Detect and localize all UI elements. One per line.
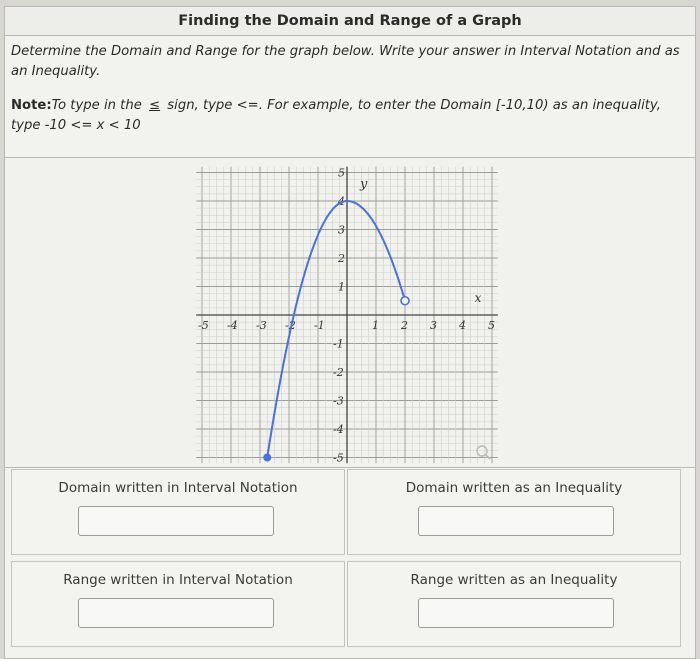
y-tick-label: -1 — [333, 337, 344, 351]
x-tick-label: 5 — [488, 319, 495, 332]
y-tick-label: -2 — [333, 366, 344, 379]
domain-inequality-cell — [347, 469, 681, 555]
x-tick-label: -1 — [314, 319, 325, 332]
y-tick-label: -4 — [333, 423, 344, 436]
x-tick-label: -5 — [198, 319, 209, 332]
note-text-1: To type in the — [51, 98, 142, 113]
domain-interval-cell — [11, 469, 345, 555]
y-tick-label: 4 — [338, 195, 345, 208]
y-tick-label: 1 — [338, 280, 345, 294]
note-text-2: sign, type <=. For example, to enter the Domain [-10,10) as an inequality, type -10 <= x < 10 — [11, 98, 661, 133]
x-tick-label: -3 — [256, 319, 267, 332]
title-bar — [5, 7, 695, 36]
y-tick-label: 5 — [338, 166, 345, 180]
y-tick-label: -5 — [333, 451, 344, 465]
y-tick-label: 3 — [338, 223, 345, 237]
page-title: Finding the Domain and Range of a Graph — [178, 13, 522, 29]
range-interval-cell — [11, 561, 345, 647]
range-interval-input[interactable] — [78, 598, 274, 628]
domain-inequality-input[interactable] — [418, 506, 614, 536]
domain-interval-label: Domain written in Interval Notation — [58, 480, 298, 496]
range-inequality-cell — [347, 561, 681, 647]
range-inequality-label: Range written as an Inequality — [410, 572, 618, 588]
instructions-panel — [5, 36, 695, 158]
y-tick-label: -3 — [333, 394, 344, 408]
note-paragraph — [11, 96, 685, 136]
worksheet — [4, 6, 696, 659]
x-tick-label: 3 — [430, 319, 437, 332]
range-inequality-input[interactable] — [418, 598, 614, 628]
y-axis-label: y — [360, 177, 368, 193]
answer-area — [5, 469, 695, 658]
closed-endpoint — [263, 454, 271, 462]
x-tick-label: 2 — [401, 319, 408, 332]
less-equal-symbol: ≤ — [149, 98, 161, 113]
domain-interval-input[interactable] — [78, 506, 274, 536]
y-tick-label: 2 — [338, 252, 345, 265]
coordinate-graph — [5, 159, 695, 467]
instructions-text: Determine the Domain and Range for the graph below. Write your answer in Interval Notation and as an Inequality. — [11, 44, 680, 79]
graph-panel — [5, 159, 695, 468]
axes — [196, 167, 498, 463]
domain-inequality-label: Domain written as an Inequality — [405, 480, 623, 496]
x-tick-label: -2 — [285, 319, 296, 332]
range-interval-label: Range written in Interval Notation — [63, 572, 293, 588]
open-endpoint — [401, 297, 409, 305]
x-tick-label: -4 — [227, 319, 238, 332]
note-label: Note: — [11, 98, 52, 113]
x-axis-label: x — [474, 291, 482, 306]
x-tick-label: 1 — [372, 319, 379, 332]
x-tick-label: 4 — [459, 319, 466, 332]
